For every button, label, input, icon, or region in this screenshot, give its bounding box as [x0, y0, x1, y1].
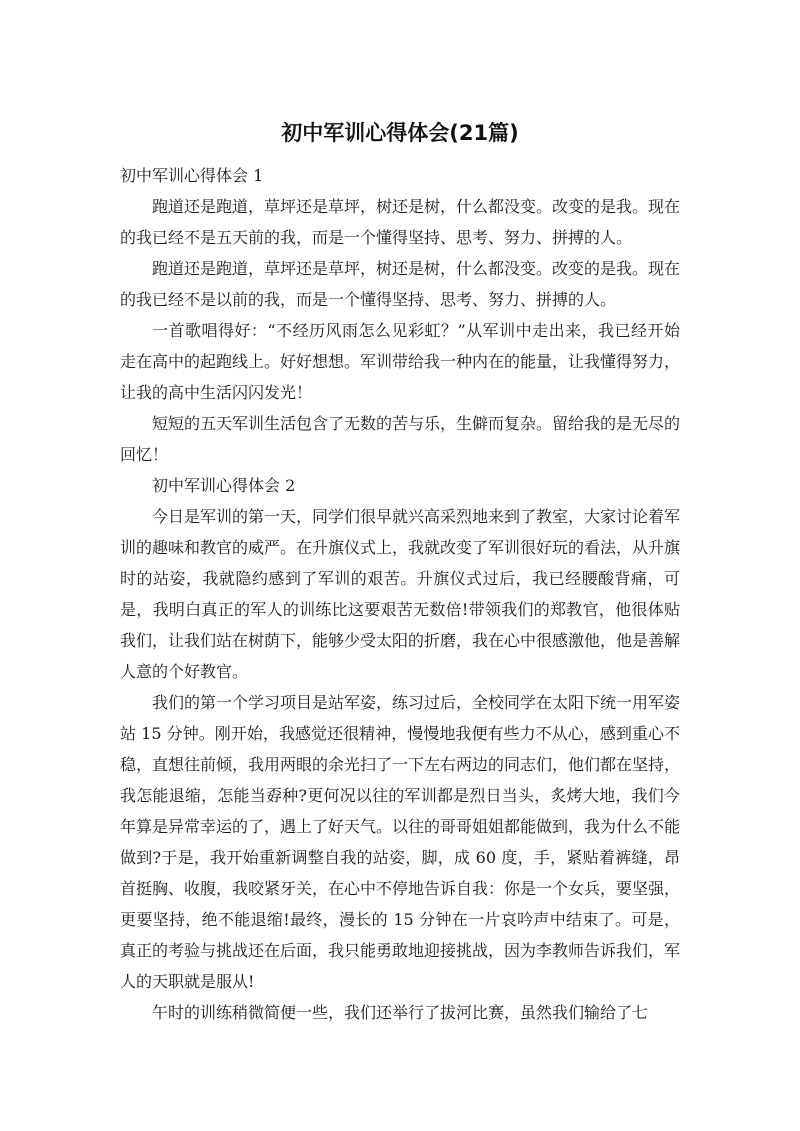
- section-heading-2: 初中军训心得体会 2: [152, 476, 296, 495]
- document-title: 初中军训心得体会(21篇): [281, 121, 519, 145]
- section-heading-1: 初中军训心得体会 1: [120, 166, 264, 185]
- paragraph: 跑道还是跑道，草坪还是草坪，树还是树，什么都没变。改变的是我。现在的我已经不是五天前的我，而是一个懂得坚持、思考、努力、拼搏的人。: [120, 197, 681, 247]
- paragraph: 我们的第一个学习项目是站军姿，练习过后，全校同学在太阳下统一用军姿站 15 分钟。刚开始，我感觉还很精神，慢慢地我便有些力不从心，感到重心不稳，直想往前倾，我用两眼的余光扫了一下左右两边的同志们，他们都在坚持，我怎能退缩，怎能当孬种?更何况以往的军训都是烈日当头，炙烤大地，我们今年算是异常幸运的了，遇上了好天气。以往的哥哥姐姐都能做到，我为什么不能做到?于是，我开始重新调整自我的站姿，脚，成 60 度，手，紧贴着裤缝，昂首挺胸、收腹，我咬紧牙关，在心中不停地告诉自我：你是一个女兵，要坚强，更要坚持，绝不能退缩!最终，漫长的 15 分钟在一片哀吟声中结束了。可是，真正的考验与挑战还在后面，我只能勇敢地迎接挑战，因为李教师告诉我们，军人的天职就是服从!: [120, 693, 681, 991]
- paragraph: 一首歌唱得好：“不经历风雨怎么见彩虹？”从军训中走出来，我已经开始走在高中的起跑线上。好好想想。军训带给我一种内在的能量，让我懂得努力，让我的高中生活闪闪发光！: [120, 321, 681, 402]
- document-body: [120, 160, 680, 1028]
- paragraph: 午时的训练稍微简便一些，我们还举行了拔河比赛，虽然我们输给了七: [152, 1003, 649, 1022]
- paragraph: 短短的五天军训生活包含了无数的苦与乐，生僻而复杂。留给我的是无尽的回忆！: [120, 414, 681, 464]
- paragraph: 跑道还是跑道，草坪还是草坪，树还是树，什么都没变。改变的是我。现在的我已经不是以前的我，而是一个懂得坚持、思考、努力、拼搏的人。: [120, 259, 681, 309]
- paragraph: 今日是军训的第一天，同学们很早就兴高采烈地来到了教室，大家讨论着军训的趣味和教官的威严。在升旗仪式上，我就改变了军训很好玩的看法，从升旗时的站姿，我就隐约感到了军训的艰苦。升旗仪式过后，我已经腰酸背痛，可是，我明白真正的军人的训练比这要艰苦无数倍!带领我们的郑教官，他很体贴我们，让我们站在树荫下，能够少受太阳的折磨，我在心中很感激他，他是善解人意的个好教官。: [120, 507, 681, 681]
